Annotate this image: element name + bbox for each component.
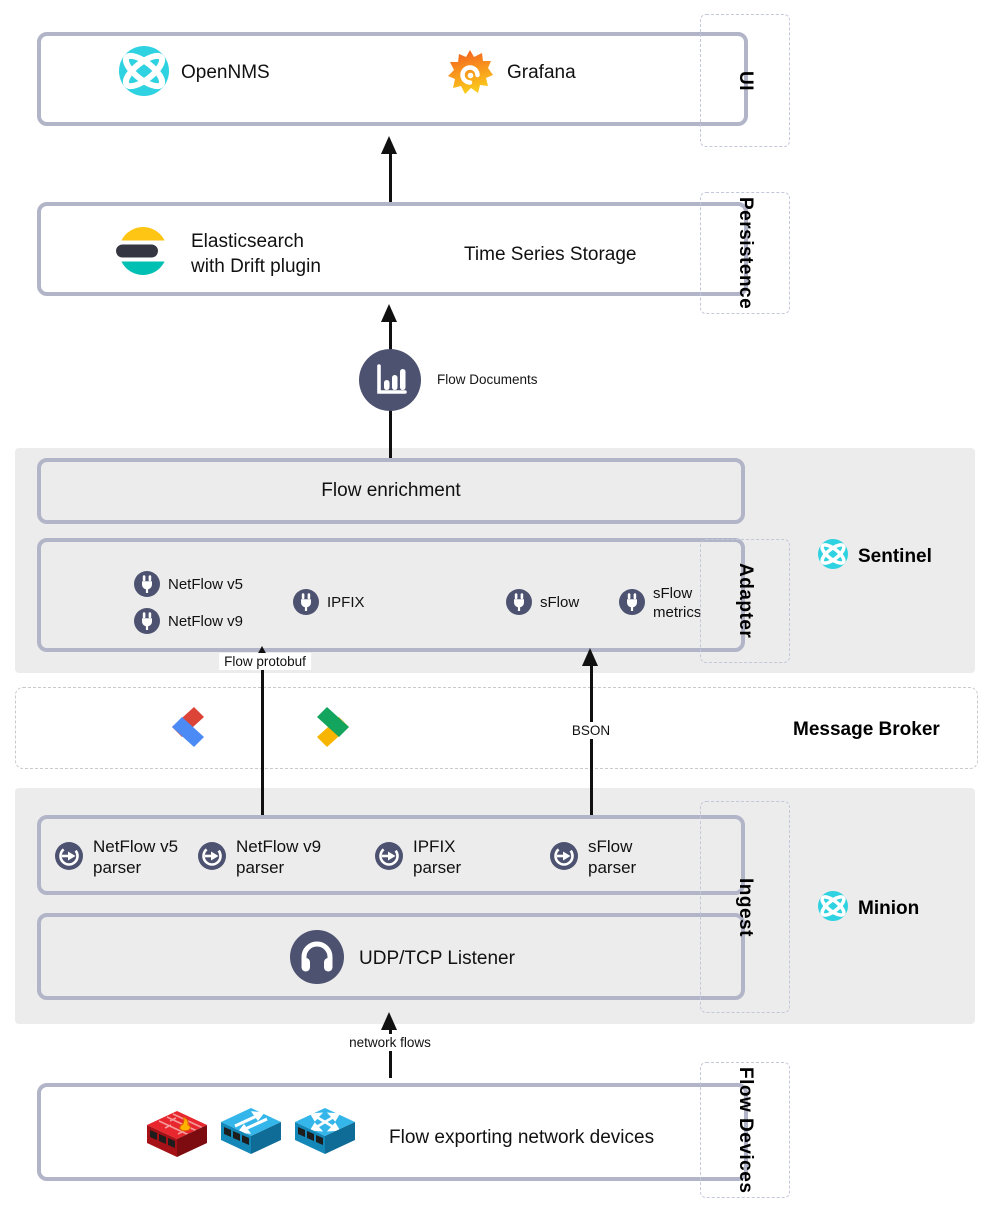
message-broker-label: Message Broker	[793, 719, 940, 740]
persistence-layer-tag	[700, 192, 790, 314]
parser3-line1: IPFIX	[413, 837, 456, 856]
elasticsearch-label-line2: with Drift plugin	[191, 256, 321, 277]
headphones-icon	[290, 930, 344, 989]
grafana-label: Grafana	[507, 62, 576, 83]
ui-box	[37, 32, 748, 126]
ipfix-plug-icon	[293, 589, 319, 620]
adapter-netflow-v9-label: NetFlow v9	[168, 613, 244, 630]
udp-tcp-listener-label: UDP/TCP Listener	[359, 948, 515, 969]
sflow-metrics-plug-icon	[619, 589, 645, 620]
minion-logo-icon	[818, 891, 848, 926]
elasticsearch-label	[191, 229, 321, 279]
elasticsearch-label-line1: Elasticsearch	[191, 231, 304, 252]
sflow-metrics-line2: metrics	[653, 604, 702, 621]
broker-right-chevron-icon	[315, 705, 353, 757]
bson-line	[590, 664, 593, 815]
persistence-box	[37, 202, 748, 296]
ipfix-parser-icon	[375, 842, 403, 875]
ui-layer-tag	[700, 14, 790, 147]
adapter-sflow-label: sFlow	[540, 594, 580, 611]
ipfix-parser-label	[413, 836, 461, 878]
sflow-metrics-line1: sFlow	[653, 585, 693, 602]
netflow-v5-parser-label	[93, 836, 178, 878]
arrow-line-to-ui	[389, 152, 392, 202]
ingest-layer-label: Ingest	[735, 877, 756, 937]
persistence-layer-label: Persistence	[735, 196, 756, 310]
grafana-icon	[446, 48, 494, 101]
sentinel-label: Sentinel	[858, 545, 932, 567]
minion-label: Minion	[858, 897, 920, 919]
arrow-line-to-persistence	[389, 320, 392, 350]
flow-devices-caption: Flow exporting network devices	[389, 1127, 655, 1148]
minion-brand	[818, 891, 919, 926]
opennms-label: OpenNMS	[181, 62, 270, 83]
ingest-layer-tag	[700, 801, 790, 1013]
firewall-device-icon	[143, 1108, 211, 1167]
time-series-storage-label: Time Series Storage	[464, 244, 637, 265]
adapter-box	[37, 538, 745, 652]
adapter-ipfix-label: IPFIX	[327, 594, 365, 611]
adapter-netflow-v5-label: NetFlow v5	[168, 576, 244, 593]
adapter-layer-label: Adapter	[735, 563, 756, 639]
flow-devices-box	[37, 1083, 748, 1181]
router-device-icon	[291, 1105, 359, 1164]
parser2-line2: parser	[236, 858, 285, 877]
broker-left-chevron-icon	[168, 705, 206, 757]
flow-enrichment-label: Flow enrichment	[321, 480, 461, 501]
flow-documents-label: Flow Documents	[437, 372, 538, 387]
netflow-v9-parser-label	[236, 836, 321, 878]
parser1-line2: parser	[93, 858, 142, 877]
netflow-v5-parser-icon	[55, 842, 83, 875]
sentinel-brand	[818, 539, 932, 574]
flow-documents-icon	[359, 349, 421, 416]
parsers-box	[37, 815, 745, 895]
flow-devices-layer-label: Flow Devices	[735, 1066, 756, 1194]
netflow-v9-parser-icon	[198, 842, 226, 875]
listener-box	[37, 913, 745, 1000]
switch-device-icon	[217, 1105, 285, 1164]
enrichment-to-documents-line	[389, 410, 392, 458]
parser2-line1: NetFlow v9	[236, 837, 322, 856]
ui-layer-label: UI	[735, 70, 756, 91]
parser1-line1: NetFlow v5	[93, 837, 179, 856]
adapter-sflow-metrics-label	[653, 584, 701, 622]
opennms-icon	[119, 46, 169, 101]
parser4-line1: sFlow	[588, 837, 633, 856]
flow-devices-layer-tag	[700, 1062, 790, 1198]
elasticsearch-icon	[115, 225, 167, 282]
parser3-line2: parser	[413, 858, 462, 877]
bson-label: BSON	[567, 722, 615, 739]
netflow-v5-plug-icon	[134, 571, 160, 602]
adapter-layer-tag	[700, 539, 790, 663]
netflow-v9-plug-icon	[134, 608, 160, 639]
network-flows-label: network flows	[344, 1034, 436, 1051]
flow-protobuf-line	[261, 655, 264, 815]
sflow-plug-icon	[506, 589, 532, 620]
sentinel-logo-icon	[818, 539, 848, 574]
sflow-parser-label	[588, 836, 636, 878]
flow-protobuf-label: Flow protobuf	[219, 653, 311, 670]
sflow-parser-icon	[550, 842, 578, 875]
flow-enrichment-box	[37, 458, 745, 524]
parser4-line2: parser	[588, 858, 637, 877]
